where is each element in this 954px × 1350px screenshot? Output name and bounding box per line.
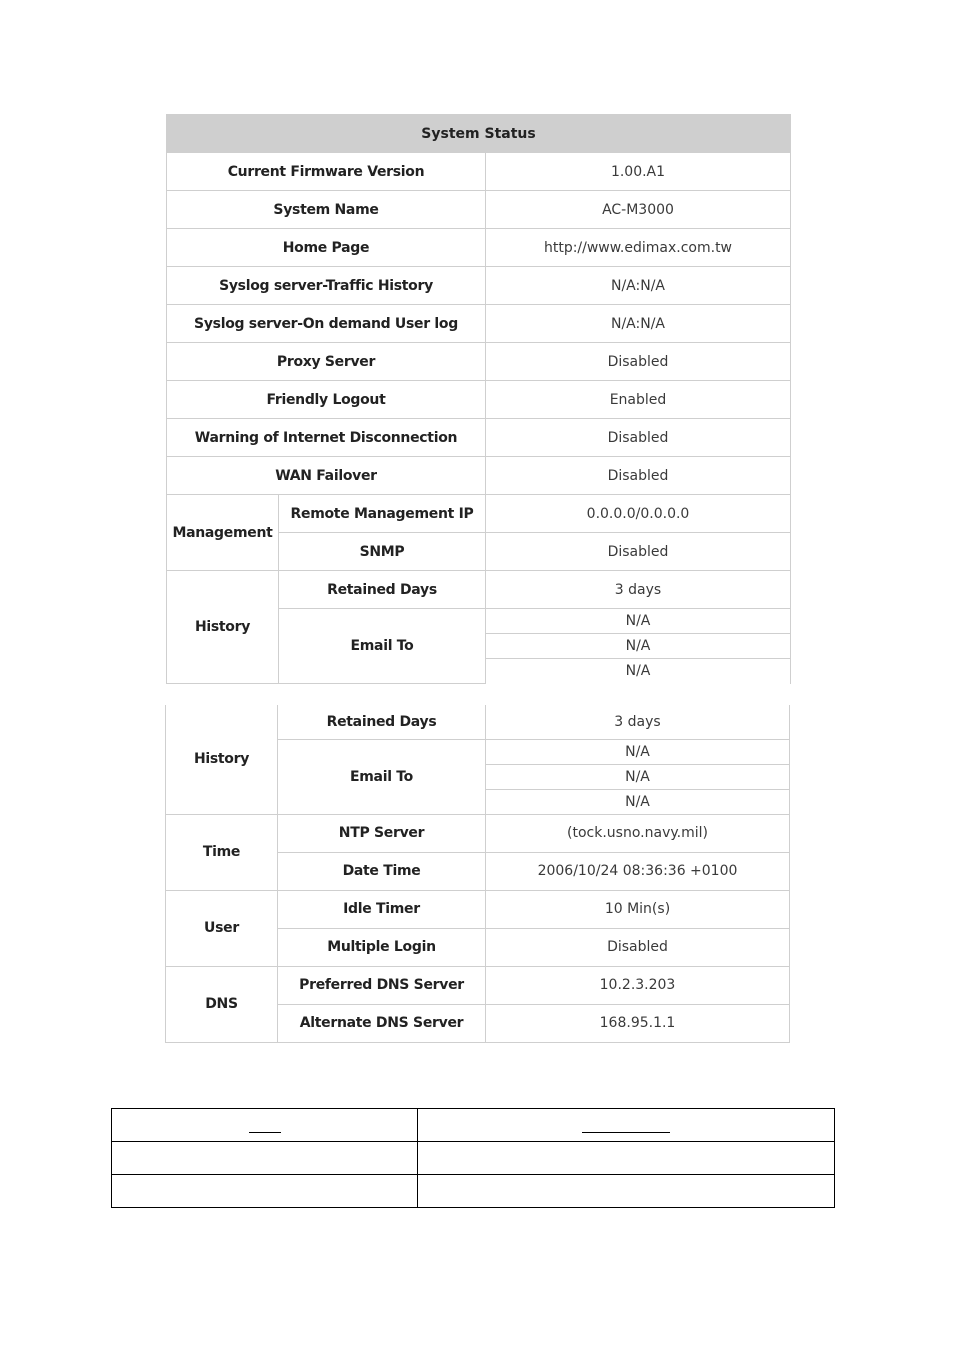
email-to-value: N/A — [486, 659, 791, 684]
ntp-server-label: NTP Server — [278, 814, 486, 852]
multiple-login-label: Multiple Login — [278, 928, 486, 966]
alternate-dns-label: Alternate DNS Server — [278, 1004, 486, 1042]
blank-header-cell — [418, 1109, 835, 1142]
system-name-value: AC-M3000 — [486, 191, 791, 229]
system-status-table — [166, 114, 791, 684]
header-underline — [582, 1117, 670, 1133]
home-page-label: Home Page — [167, 229, 486, 267]
email-to-value: N/A — [486, 609, 791, 634]
retained-days-value: 3 days — [486, 571, 791, 609]
blank-cell — [418, 1175, 835, 1208]
friendly-logout-value: Enabled — [486, 381, 791, 419]
syslog-traffic-value: N/A:N/A — [486, 267, 791, 305]
date-time-label: Date Time — [278, 852, 486, 890]
email-to-label: Email To — [278, 739, 486, 814]
email-to-label: Email To — [279, 609, 486, 684]
proxy-server-value: Disabled — [486, 343, 791, 381]
history-group-label: History — [166, 705, 278, 814]
retained-days-label: Retained Days — [278, 705, 486, 739]
remote-management-ip-value: 0.0.0.0/0.0.0.0 — [486, 495, 791, 533]
system-name-label: System Name — [167, 191, 486, 229]
internet-disconnection-warning-value: Disabled — [486, 419, 791, 457]
snmp-value: Disabled — [486, 533, 791, 571]
email-to-value: N/A — [486, 634, 791, 659]
syslog-user-log-value: N/A:N/A — [486, 305, 791, 343]
home-page-value: http://www.edimax.com.tw — [486, 229, 791, 267]
dns-group-label: DNS — [166, 966, 278, 1042]
user-group-label: User — [166, 890, 278, 966]
email-to-value: N/A — [486, 764, 790, 789]
retained-days-label: Retained Days — [279, 571, 486, 609]
blank-header-cell — [112, 1109, 418, 1142]
multiple-login-value: Disabled — [486, 928, 790, 966]
system-status-title: System Status — [167, 115, 791, 153]
firmware-version-label: Current Firmware Version — [167, 153, 486, 191]
firmware-version-value: 1.00.A1 — [486, 153, 791, 191]
snmp-label: SNMP — [279, 533, 486, 571]
idle-timer-value: 10 Min(s) — [486, 890, 790, 928]
syslog-traffic-label: Syslog server-Traffic History — [167, 267, 486, 305]
friendly-logout-label: Friendly Logout — [167, 381, 486, 419]
remote-management-ip-label: Remote Management IP — [279, 495, 486, 533]
internet-disconnection-warning-label: Warning of Internet Disconnection — [167, 419, 486, 457]
header-underline — [249, 1117, 281, 1133]
retained-days-value: 3 days — [486, 705, 790, 739]
time-group-label: Time — [166, 814, 278, 890]
wan-failover-value: Disabled — [486, 457, 791, 495]
proxy-server-label: Proxy Server — [167, 343, 486, 381]
syslog-user-log-label: Syslog server-On demand User log — [167, 305, 486, 343]
blank-cell — [112, 1175, 418, 1208]
preferred-dns-value: 10.2.3.203 — [486, 966, 790, 1004]
ntp-server-value: (tock.usno.navy.mil) — [486, 814, 790, 852]
history-group-label: History — [167, 571, 279, 684]
email-to-value: N/A — [486, 789, 790, 814]
blank-cell — [112, 1142, 418, 1175]
system-status-table-continued — [165, 705, 790, 1043]
date-time-value: 2006/10/24 08:36:36 +0100 — [486, 852, 790, 890]
idle-timer-label: Idle Timer — [278, 890, 486, 928]
alternate-dns-value: 168.95.1.1 — [486, 1004, 790, 1042]
management-group-label: Management — [167, 495, 279, 571]
email-to-value: N/A — [486, 739, 790, 764]
wan-failover-label: WAN Failover — [167, 457, 486, 495]
preferred-dns-label: Preferred DNS Server — [278, 966, 486, 1004]
blank-cell — [418, 1142, 835, 1175]
blank-description-table — [111, 1108, 835, 1208]
